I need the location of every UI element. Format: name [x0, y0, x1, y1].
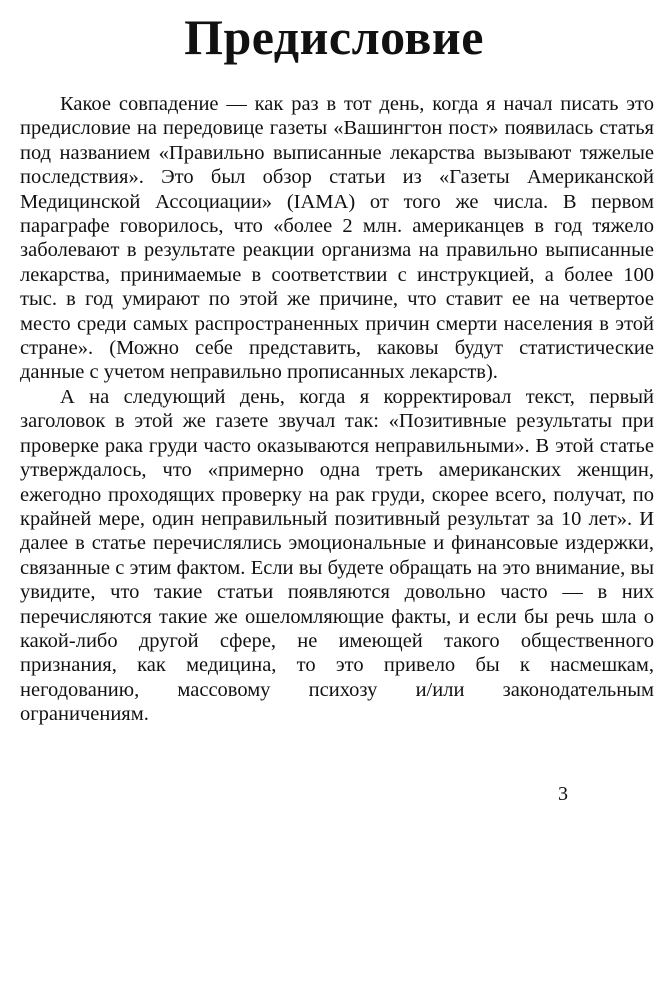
page-number: 3 — [558, 783, 568, 805]
chapter-title: Предисловие — [184, 9, 484, 65]
body-text — [20, 92, 654, 727]
paragraph-1: Какое совпадение — как раз в тот день, когда я начал писать это предисловие на передовице газеты «Вашингтон пост» появилась статья под названием «Правильно выписанные лекарства вызывают тяжелые последствия». Это был обзор статьи из «Газеты Американской Медицинской Ассоциации» (IAMA) от того же числа. В первом параграфе говорилось, что «более 2 млн. американцев в год тяжело заболевают в результате реакции организма на правильно выписанные лекарства, принимаемые в соответствии с инструкцией, а более 100 тыс. в год умирают по этой же причине, что ставит ее на четвертое место среди самых распространенных причин смерти населения в этой стране». (Можно себе представить, каковы будут статистические данные с учетом неправильно прописанных лекарств). — [20, 93, 654, 384]
paragraph-2: А на следующий день, когда я корректировал текст, первый заголовок в этой же газете звучал так: «Позитивные результаты при проверке рака груди часто оказываются неправильными». В этой статье утверждалось, что «примерно одна треть американских женщин, ежегодно проходящих проверку на рак груди, скорее всего, получат, по крайней мере, один неправильный позитивный результат за 10 лет». И далее в статье перечислялись эмоциональные и финансовые издержки, связанные с этим фактом. Если вы будете обращать на это внимание, вы увидите, что такие статьи появляются довольно часто — в них перечисляются такие же ошеломляющие факты, и если бы речь шла о какой-либо другой сфере, не имеющей такого общественного признания, как медицина, то это привело бы к насмешкам, негодованию, массовому психозу и/или законодательным ограничениям. — [20, 385, 654, 726]
